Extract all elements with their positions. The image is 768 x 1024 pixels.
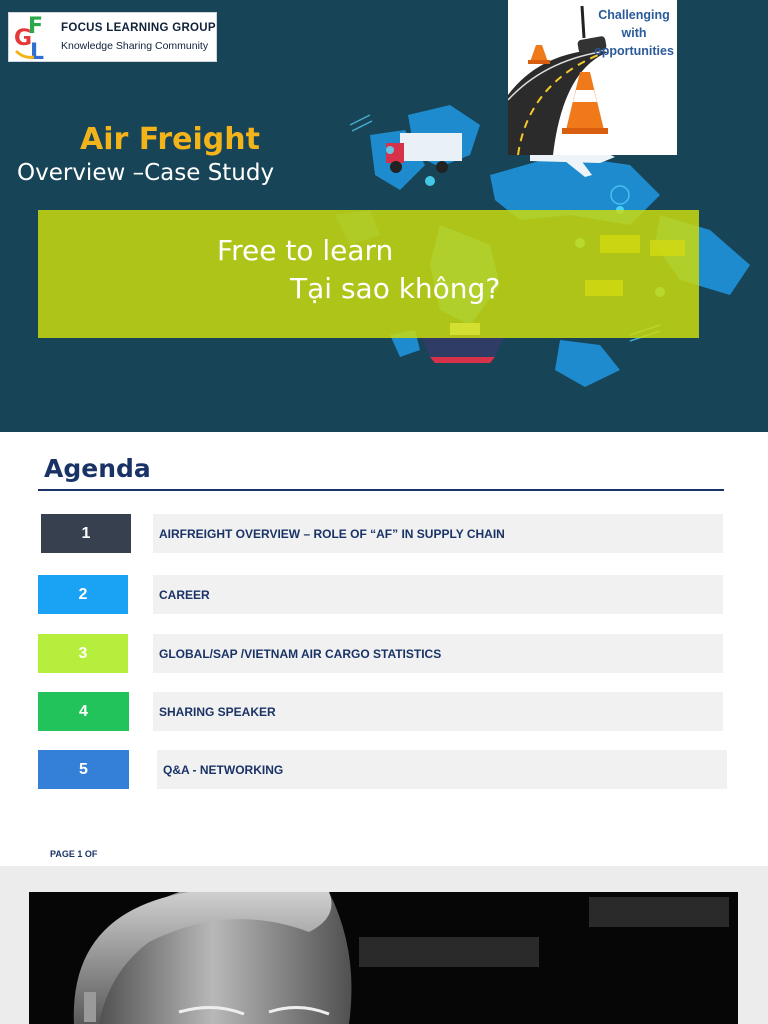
agenda-item-3[interactable]: GLOBAL/SAP /VIETNAM AIR CARGO STATISTICS [153,634,723,673]
svg-text:G: G [14,26,33,51]
agenda-slide [0,432,768,866]
page-indicator: PAGE 1 OF [50,849,98,859]
hero-subtitle: Overview –Case Study [17,160,275,186]
focus-learning-logo [8,12,217,62]
agenda-item-1[interactable]: AIRFREIGHT OVERVIEW – ROLE OF “AF” IN SUPPLY CHAIN [153,514,723,553]
svg-text:F: F [28,14,44,39]
speaker-portrait-illustration [29,892,738,1024]
logo-subtitle: Knowledge Sharing Community [61,40,209,52]
agenda-number-5: 5 [38,750,129,789]
hero-title: Air Freight [80,122,260,157]
road-image-caption [592,6,676,60]
agenda-number-1: 1 [41,514,131,553]
agenda-number-2: 2 [38,575,128,614]
speaker-photo [29,892,738,1024]
hero-slide [0,0,768,432]
gfl-logo-icon [12,13,58,63]
banner-line-2: Tại sao không? [290,272,501,305]
challenging-road-image [508,0,677,155]
road-caption-line: Challenging [598,8,670,22]
agenda-number-4: 4 [38,692,129,731]
road-caption-line: opportunities [594,44,674,58]
logo-title: FOCUS LEARNING GROUP [61,22,216,34]
agenda-item-5[interactable]: Q&A - NETWORKING [157,750,727,789]
agenda-item-2[interactable]: CAREER [153,575,723,614]
agenda-item-4[interactable]: SHARING SPEAKER [153,692,723,731]
svg-text:L: L [30,40,45,63]
agenda-divider [38,489,724,491]
agenda-number-3: 3 [38,634,128,673]
banner-line-1: Free to learn [217,234,394,267]
photo-slide [0,866,768,1024]
road-caption-line: with [621,26,647,40]
agenda-title: Agenda [44,454,151,483]
slogan-banner [38,210,699,338]
